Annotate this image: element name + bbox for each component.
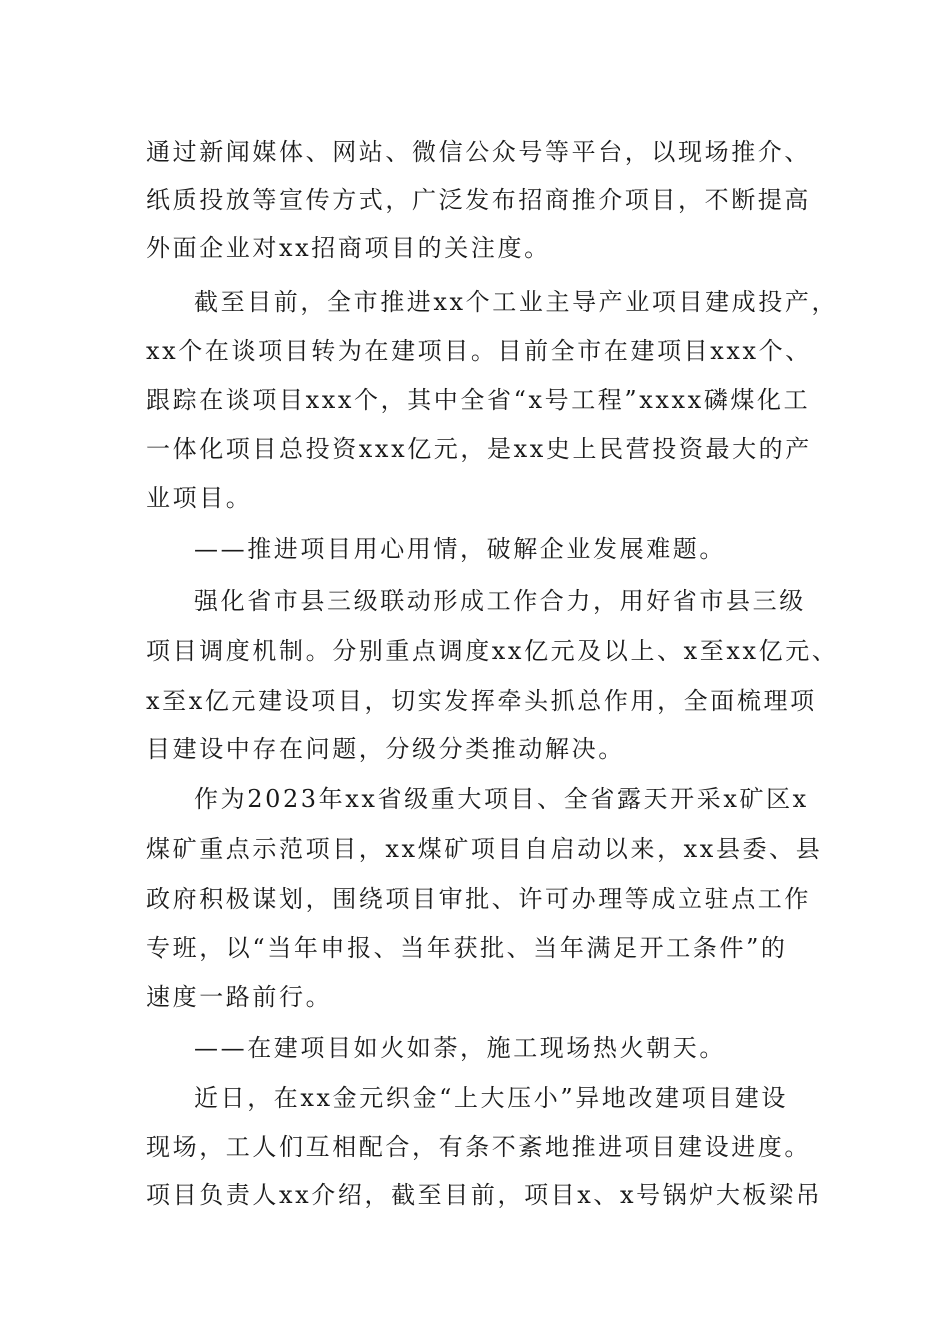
text-line: ——推进项目用心用情，破解企业发展难题。: [194, 535, 726, 563]
text-line: 近日，在xx金元织金“上大压小”异地改建项目建设: [194, 1084, 789, 1112]
text-line: 作为2023年xx省级重大项目、全省露天开采x矿区x: [194, 785, 809, 813]
text-line: 截至目前，全市推进xx个工业主导产业项目建成投产，: [194, 288, 839, 316]
text-line: xx个在谈项目转为在建项目。目前全市在建项目xxx个、: [146, 337, 812, 365]
text-line: 速度一路前行。: [146, 983, 333, 1011]
text-line: 外面企业对xx招商项目的关注度。: [146, 234, 551, 262]
text-line: 强化省市县三级联动形成工作合力，用好省市县三级: [194, 587, 806, 615]
text-line: 政府积极谋划，围绕项目审批、许可办理等成立驻点工作: [146, 885, 811, 913]
text-line: 一体化项目总投资xxx亿元，是xx史上民营投资最大的产: [146, 435, 812, 463]
text-line: 跟踪在谈项目xxx个，其中全省“x号工程”xxxx磷煤化工: [146, 386, 811, 414]
text-line: 煤矿重点示范项目，xx煤矿项目自启动以来，xx县委、县: [146, 835, 823, 863]
text-line: ——在建项目如火如荼，施工现场热火朝天。: [194, 1034, 726, 1062]
text-line: 项目调度机制。分别重点调度xx亿元及以上、x至xx亿元、: [146, 637, 839, 665]
text-line: 项目负责人xx介绍，截至目前，项目x、x号锅炉大板梁吊: [146, 1181, 823, 1209]
text-line: 纸质投放等宣传方式，广泛发布招商推介项目，不断提高: [146, 186, 811, 214]
text-line: 业项目。: [146, 484, 253, 512]
text-line: 通过新闻媒体、网站、微信公众号等平台，以现场推介、: [146, 138, 811, 166]
text-line: 现场，工人们互相配合，有条不紊地推进项目建设进度。: [146, 1133, 811, 1161]
text-line: 目建设中存在问题，分级分类推动解决。: [146, 735, 625, 763]
text-line: 专班，以“当年申报、当年获批、当年满足开工条件”的: [146, 934, 788, 962]
text-line: x至x亿元建设项目，切实发挥牵头抓总作用，全面梳理项: [146, 687, 817, 715]
